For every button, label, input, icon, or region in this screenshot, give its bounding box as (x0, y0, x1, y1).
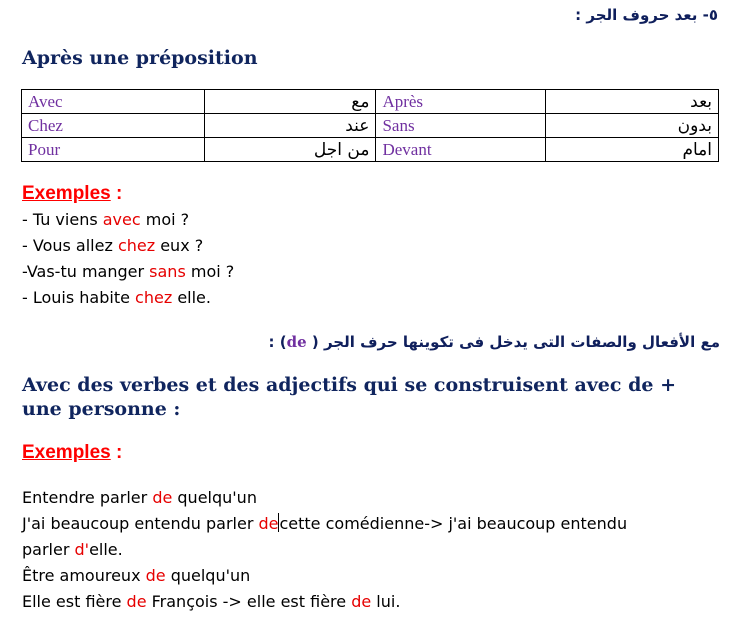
table-cell-fr: Avec (22, 90, 205, 114)
examples-label: Exemples (22, 183, 111, 204)
example-line (22, 485, 627, 511)
examples-label: Exemples (22, 442, 111, 463)
table-row (22, 138, 719, 162)
examples-colon: : (110, 442, 123, 463)
table-cell-fr: Devant (376, 138, 546, 162)
example-text: elle. (89, 540, 123, 559)
example-highlight: de (126, 592, 147, 611)
example-text: Être amoureux (22, 566, 146, 585)
example-line (22, 285, 234, 311)
example-highlight: sans (149, 262, 186, 281)
example-text: François -> elle est fière (146, 592, 352, 611)
example-highlight: avec (102, 210, 141, 229)
example-text: moi ? (140, 210, 190, 229)
example-text: eux ? (155, 236, 204, 255)
arabic-heading-text: ) : (268, 333, 287, 351)
section-heading-apres-preposition: Après une préposition (22, 47, 258, 69)
example-text: cette comédienne-> j'ai beaucoup entendu (279, 514, 628, 533)
table-row (22, 90, 719, 114)
example-text: J'ai beaucoup entendu parler (22, 514, 259, 533)
example-line (22, 589, 627, 615)
heading-line: Avec des verbes et des adjectifs qui se construisent avec de + (22, 374, 676, 396)
table-cell-fr: Pour (22, 138, 205, 162)
example-line (22, 563, 627, 589)
example-line (22, 537, 627, 563)
example-text: - Vous allez (22, 236, 118, 255)
table-cell-ar: بدون (546, 114, 719, 138)
examples-list-2 (22, 485, 627, 615)
example-highlight: d' (74, 540, 90, 559)
examples-list-1 (22, 207, 234, 311)
example-highlight: chez (135, 288, 173, 307)
example-highlight: de (152, 488, 173, 507)
examples-colon: : (110, 183, 123, 204)
example-text: parler (22, 540, 75, 559)
example-text: lui. (371, 592, 401, 611)
arabic-heading-text: مع الأفعال والصفات التى يدخل فى تكوينها حرف الجر ( (306, 333, 720, 351)
example-text: elle. (172, 288, 211, 307)
example-text: - Tu viens (22, 210, 103, 229)
table-cell-fr: Chez (22, 114, 205, 138)
table-cell-ar: بعد (546, 90, 719, 114)
example-text: quelqu'un (172, 488, 257, 507)
section-heading-verbes-adjectifs (22, 373, 676, 421)
example-line (22, 207, 234, 233)
example-line (22, 511, 627, 537)
example-highlight: de (258, 514, 279, 533)
table-cell-fr: Sans (376, 114, 546, 138)
example-highlight: chez (117, 236, 156, 255)
example-text: Elle est fière (22, 592, 127, 611)
de-label: de (286, 333, 307, 351)
arabic-section-heading-2 (269, 333, 720, 351)
table-cell-ar: امام (546, 138, 719, 162)
example-text: -Vas-tu manger (22, 262, 150, 281)
heading-line: une personne : (22, 398, 181, 420)
table-cell-fr: Après (376, 90, 546, 114)
examples-title-1 (22, 183, 122, 205)
example-text: Entendre parler (22, 488, 153, 507)
example-line (22, 233, 234, 259)
table-row (22, 114, 719, 138)
preposition-table (21, 89, 719, 162)
table-cell-ar: عند (204, 114, 376, 138)
examples-title-2 (22, 442, 122, 464)
example-text: quelqu'un (165, 566, 251, 585)
example-text: - Louis habite (22, 288, 136, 307)
example-line (22, 259, 234, 285)
example-highlight: de (145, 566, 166, 585)
example-text: moi ? (185, 262, 235, 281)
example-highlight: de (351, 592, 372, 611)
arabic-section-heading: ٥- بعد حروف الجر : (575, 6, 718, 24)
table-cell-ar: مع (204, 90, 376, 114)
table-cell-ar: من اجل (204, 138, 376, 162)
